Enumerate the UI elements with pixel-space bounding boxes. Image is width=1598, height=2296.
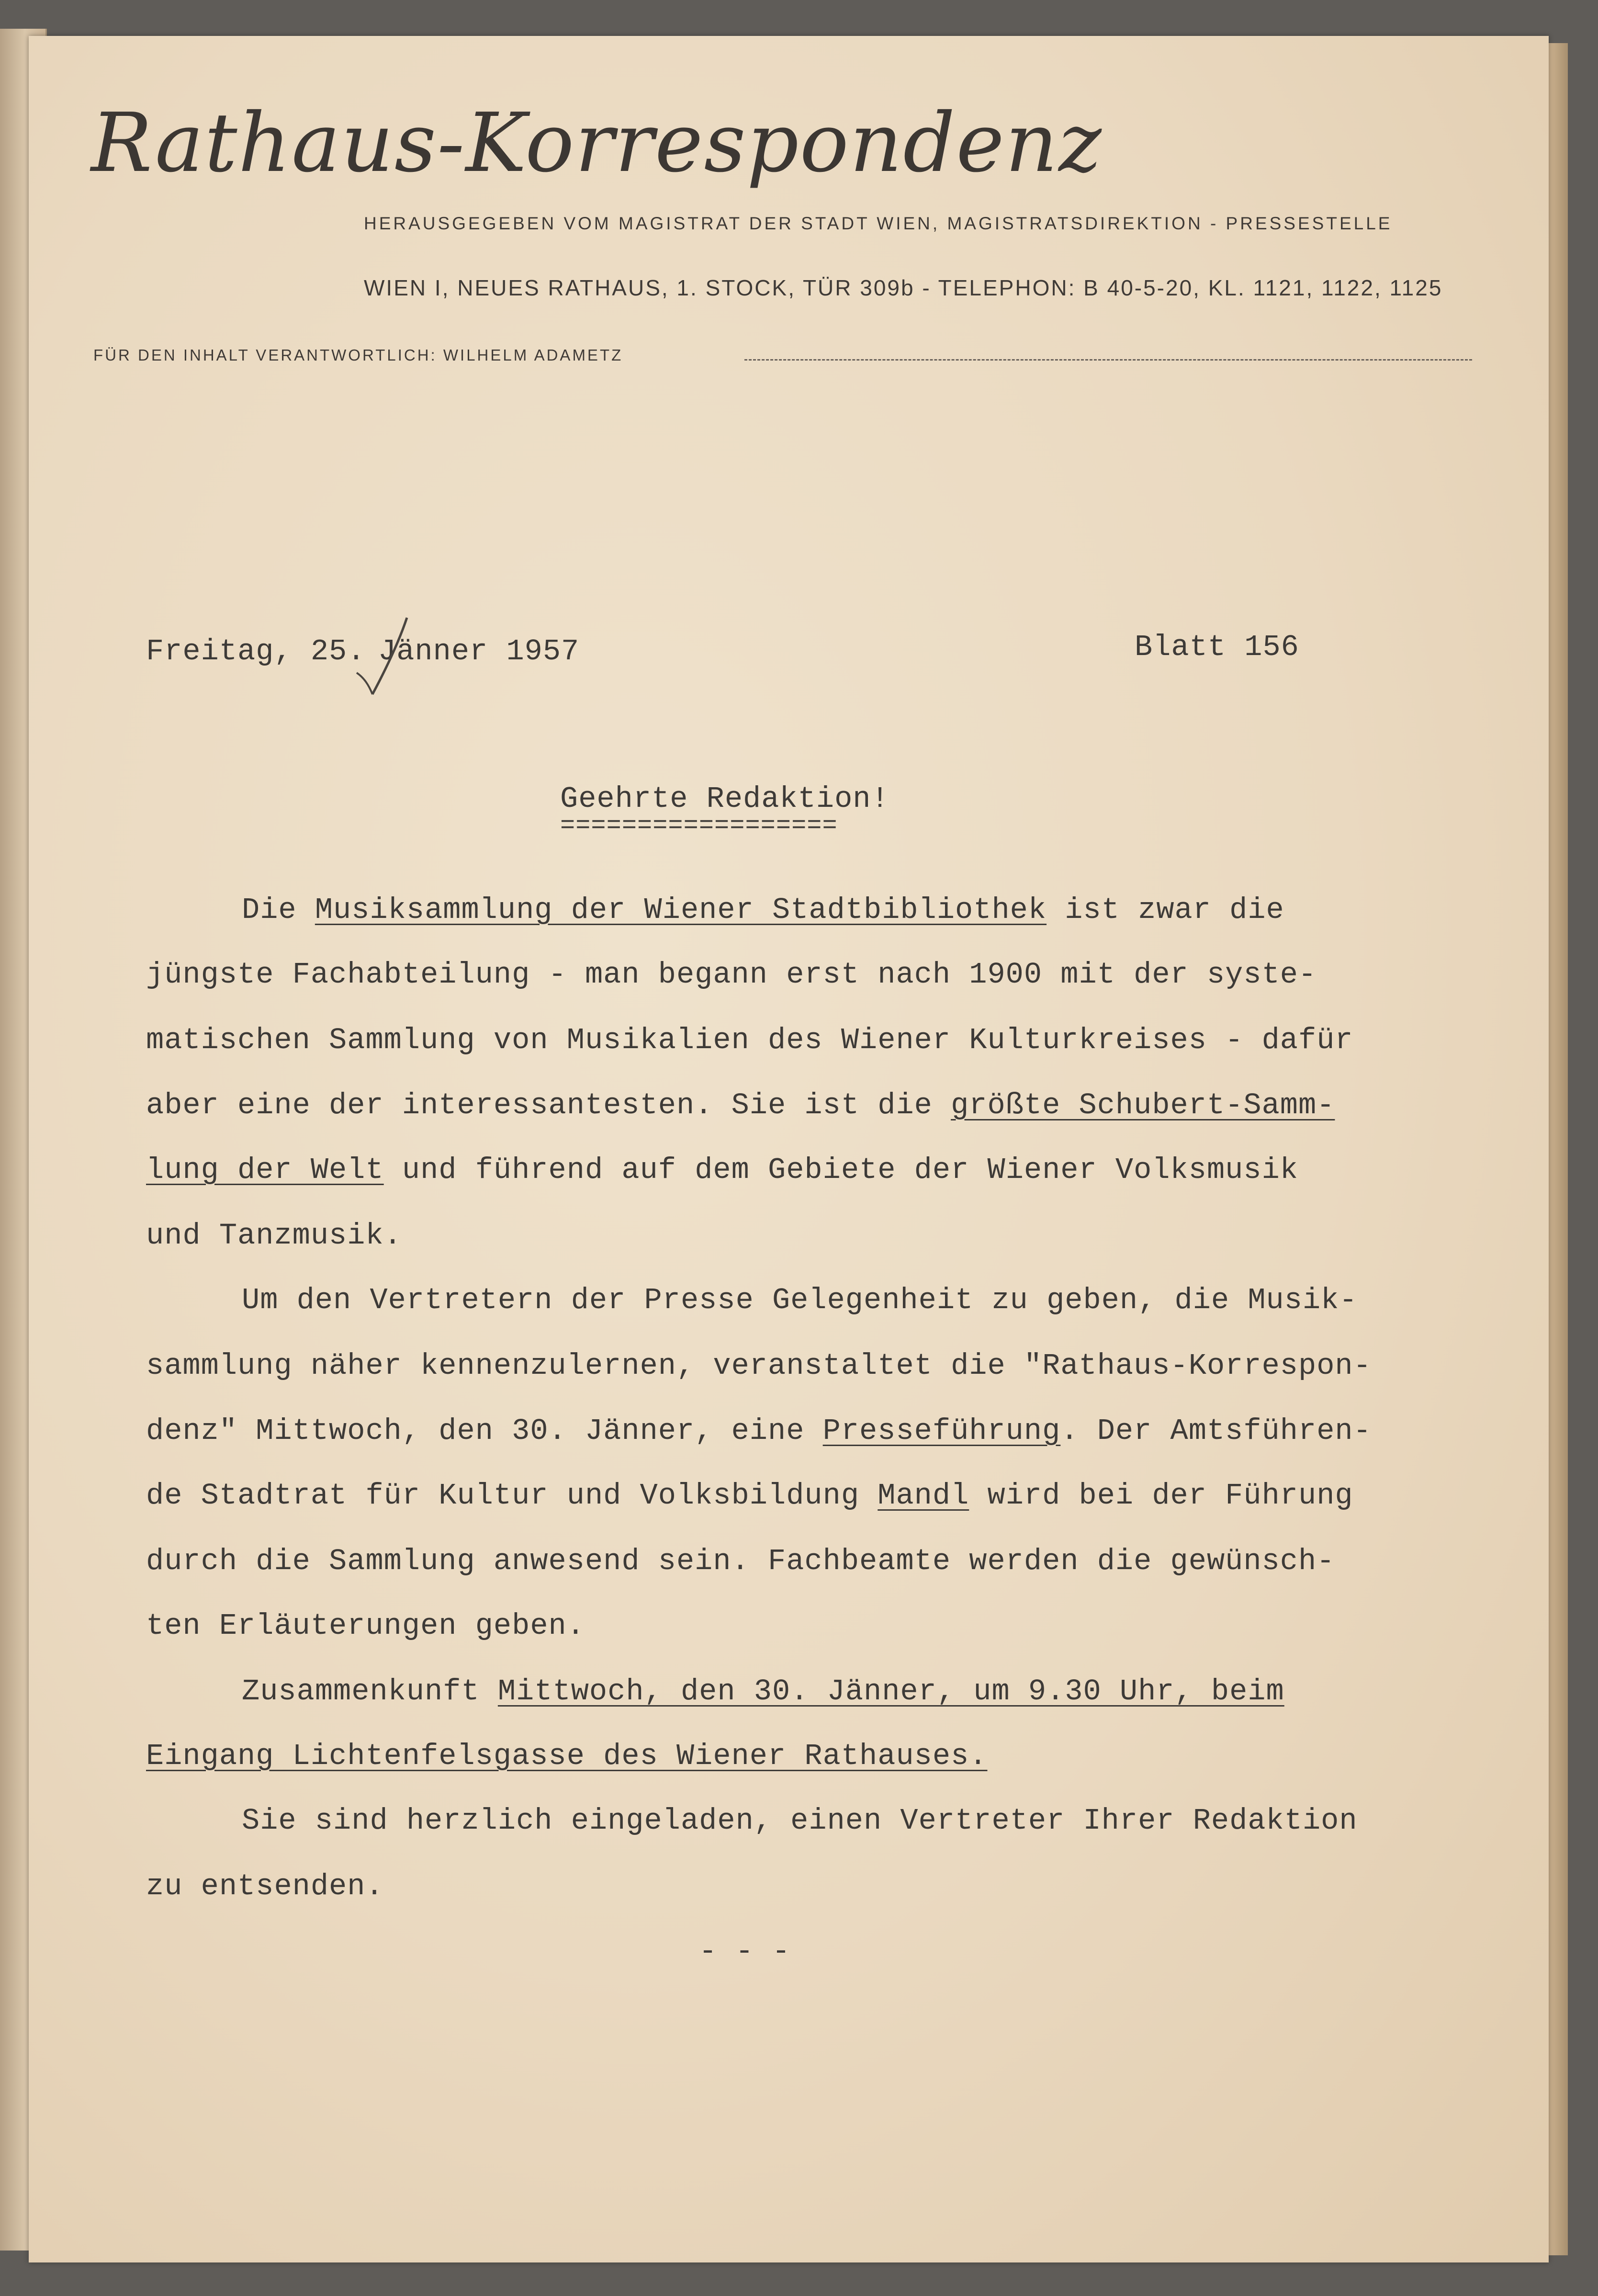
- underlined-meeting-time: Mittwoch, den 30. Jänner, um 9.30 Uhr, beim: [497, 1674, 1284, 1708]
- underlined-schubert: größte Schubert-Samm-: [951, 1088, 1335, 1122]
- document-page: [29, 36, 1549, 2262]
- p4-line-1: Sie sind herzlich eingeladen, einen Vertreter Ihrer Redaktion: [242, 1804, 1358, 1838]
- salutation-underline: ==================: [560, 812, 838, 840]
- date-day: Freitag, 25.: [146, 634, 366, 668]
- underlined-mandl: Mandl: [878, 1479, 969, 1513]
- p1-line-4: aber eine der interessantesten. Sie ist die größte Schubert-Samm-: [146, 1088, 1335, 1122]
- responsible-rule: [744, 359, 1472, 361]
- sheet-number: Blatt 156: [1135, 630, 1299, 664]
- p1-line-6: und Tanzmusik.: [146, 1219, 402, 1253]
- p2-line-1: Um den Vertretern der Presse Gelegenheit zu geben, die Musik-: [242, 1283, 1358, 1317]
- p1-line-3: matischen Sammlung von Musikalien des Wiener Kulturkreises - dafür: [146, 1023, 1353, 1057]
- page-edge: [1549, 43, 1568, 2255]
- responsible-line: FÜR DEN INHALT VERANTWORTLICH: WILHELM ADAMETZ: [93, 346, 623, 364]
- underlined-world: lung der Welt: [146, 1153, 384, 1187]
- publisher-line: HERAUSGEGEBEN VOM MAGISTRAT DER STADT WIEN, MAGISTRATSDIREKTION - PRESSESTELLE: [364, 214, 1393, 233]
- underlined-music-collection: Musiksammlung der Wiener Stadtbibliothek: [315, 893, 1047, 927]
- p2-line-4: de Stadtrat für Kultur und Volksbildung Mandl wird bei der Führung: [146, 1479, 1353, 1513]
- underlined-meeting-place: Eingang Lichtenfelsgasse des Wiener Rathauses.: [146, 1739, 988, 1773]
- p1-line-1: Die Musiksammlung der Wiener Stadtbibliothek ist zwar die: [242, 893, 1284, 927]
- p1-line-5: lung der Welt und führend auf dem Gebiete der Wiener Volksmusik: [146, 1153, 1298, 1187]
- closing-mark: - - -: [699, 1934, 791, 1968]
- check-mark-icon: [345, 613, 416, 704]
- date-month-year: Jänner 1957: [378, 634, 580, 668]
- p4-line-2: zu entsenden.: [146, 1869, 384, 1903]
- underlined-press-tour: Presseführung: [822, 1414, 1061, 1448]
- p2-line-6: ten Erläuterungen geben.: [146, 1609, 585, 1643]
- masthead-title: Rathaus-Korrespondenz: [91, 96, 1103, 191]
- p3-line-2: [146, 1739, 987, 1773]
- p2-line-2: sammlung näher kennenzulernen, veranstaltet die "Rathaus-Korrespon-: [146, 1349, 1372, 1383]
- p1-line-2: jüngste Fachabteilung - man begann erst nach 1900 mit der syste-: [146, 958, 1317, 992]
- p2-line-3: denz" Mittwoch, den 30. Jänner, eine Presseführung. Der Amtsführen-: [146, 1414, 1372, 1448]
- p2-line-5: durch die Sammlung anwesend sein. Fachbeamte werden die gewünsch-: [146, 1544, 1335, 1578]
- p3-line-1: Zusammenkunft Mittwoch, den 30. Jänner, um 9.30 Uhr, beim: [242, 1674, 1284, 1708]
- address-line: WIEN I, NEUES RATHAUS, 1. STOCK, TÜR 309b - TELEPHON: B 40-5-20, KL. 1121, 1122, 1125: [364, 275, 1443, 300]
- salutation: Geehrte Redaktion!: [560, 782, 889, 816]
